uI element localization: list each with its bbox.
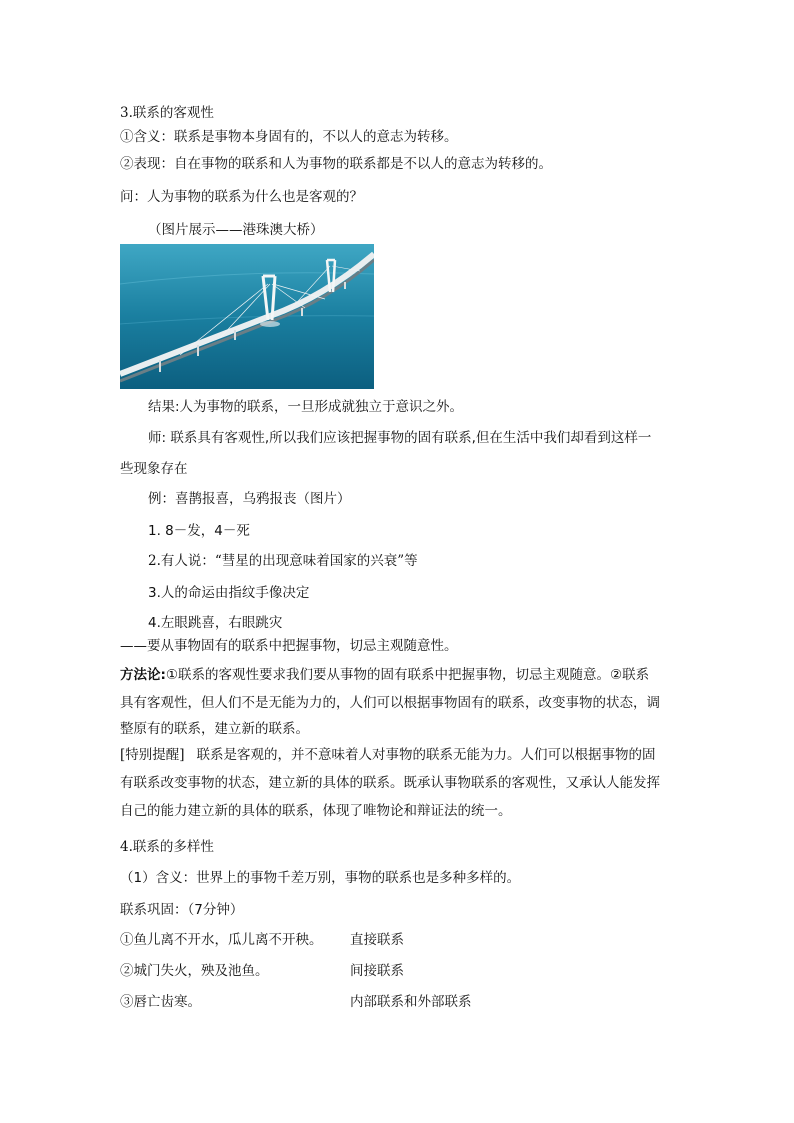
exercise-answer: 内部联系和外部联系 <box>350 994 472 1010</box>
exercise-pair <box>120 961 269 981</box>
photo-caption: （图片展示——港珠澳大桥） <box>148 222 324 238</box>
note-line3: 自己的能力建立新的具体的联系，体现了唯物论和辩证法的统一。 <box>120 803 512 819</box>
exercise-pair <box>120 930 323 950</box>
section4-heading: 4.联系的多样性 <box>120 839 214 855</box>
exercise-phrase: ②城门失火，殃及池鱼。 <box>120 963 269 979</box>
teacher-text-line1: 师: 联系具有客观性,所以我们应该把握事物的固有联系,但在生活中我们却看到这样一 <box>148 430 652 446</box>
bridge-photo-icon <box>120 244 374 389</box>
list-item: 2.有人说：“彗星的出现意味着国家的兴衰”等 <box>148 553 418 569</box>
conclusion-text: ——要从事物固有的联系中把握事物，切忌主观随意性。 <box>120 638 458 654</box>
methodology-line1 <box>120 665 649 685</box>
exercise-phrase: ③唇亡齿寒。 <box>120 994 201 1010</box>
question: 问：人为事物的联系为什么也是客观的？ <box>120 189 363 205</box>
methodology-line3: 整原有的联系，建立新的联系。 <box>120 721 309 737</box>
note-line1 <box>120 745 656 765</box>
exercise-pair <box>120 992 201 1012</box>
example-text: 例：喜鹊报喜，乌鸦报丧（图片） <box>148 491 351 507</box>
methodology-label: 方法论: <box>120 667 166 683</box>
list-item: 1. 8－发，4－死 <box>148 523 250 539</box>
section3-meaning: ①含义：联系是事物本身固有的，不以人的意志为转移。 <box>120 129 458 145</box>
teacher-text-line2: 些现象存在 <box>120 461 188 477</box>
exercise-title: 联系巩固：（7分钟） <box>120 902 244 918</box>
note-line2: 有联系改变事物的状态，建立新的具体的联系。既承认事物联系的客观性，又承认人能发挥 <box>120 775 660 791</box>
list-item: 3.人的命运由指纹手像决定 <box>148 585 310 601</box>
bridge-photo <box>120 244 374 389</box>
note-label: [特别提醒] <box>120 747 185 763</box>
exercise-answer: 直接联系 <box>350 932 404 948</box>
note-text: 联系是客观的，并不意味着人对事物的联系无能为力。人们可以根据事物的固 <box>196 747 656 763</box>
exercise-answer: 间接联系 <box>350 963 404 979</box>
methodology-line2: 具有客观性，但人们不是无能为力的，人们可以根据事物固有的联系，改变事物的状态，调 <box>120 695 660 711</box>
exercise-phrase: ①鱼儿离不开水，瓜儿离不开秧。 <box>120 932 323 948</box>
list-item: 4.左眼跳喜，右眼跳灾 <box>148 615 283 631</box>
result-text: 结果:人为事物的联系，一旦形成就独立于意识之外。 <box>148 399 464 415</box>
section3-manifestation: ②表现：自在事物的联系和人为事物的联系都是不以人的意志为转移的。 <box>120 156 552 172</box>
section4-meaning: （1）含义：世界上的事物千差万别，事物的联系也是多种多样的。 <box>120 870 521 886</box>
methodology-text: ①联系的客观性要求我们要从事物的固有联系中把握事物，切忌主观随意。②联系 <box>165 667 650 683</box>
section3-heading: 3.联系的客观性 <box>120 105 214 121</box>
